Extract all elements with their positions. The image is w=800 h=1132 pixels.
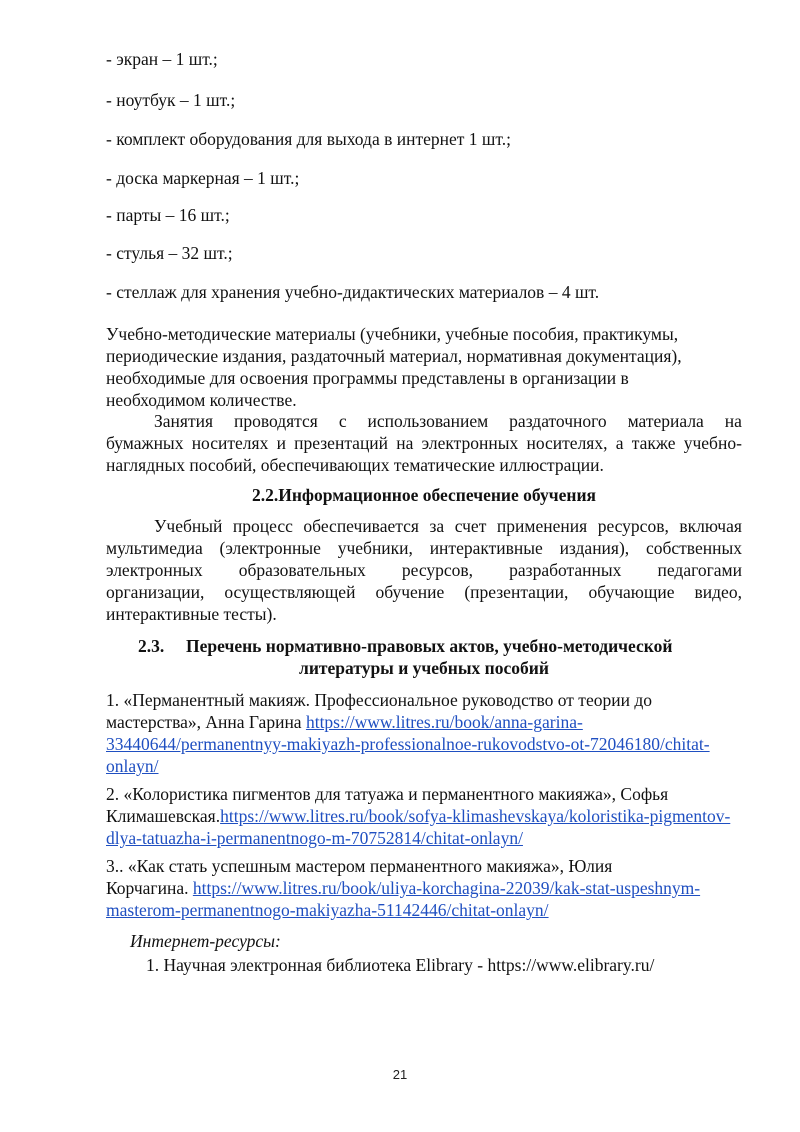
section-2-3-heading: Перечень нормативно-правовых актов, учебно-методической [186,636,673,656]
word: разработанных [509,560,622,580]
word: издания), [559,538,630,558]
word: на [724,411,742,431]
reference-line [106,733,742,755]
reference-title: 3.. «Как стать успешным мастером перманентного макияжа», Юлия [106,856,613,876]
reference-3 [106,855,742,921]
paragraph-line: необходимые для освоения программы представлены в организации в [106,368,629,388]
list-item: - ноутбук – 1 шт.; [106,90,236,110]
section-2-3-number: 2.3. [138,636,165,656]
list-item: - экран – 1 шт.; [106,49,218,69]
paragraph-line [106,515,742,537]
word: учебники, [337,538,413,558]
word: применения [496,516,588,536]
reference-link[interactable]: masterom-permanentnogo-makiyazha-51142446/chitat-onlayn/ [106,900,549,920]
reference-line [106,827,742,849]
word: видео, [694,582,742,602]
word: электронных [421,433,519,453]
reference-line [106,805,742,827]
paragraph-line: необходимом количестве. [106,390,297,410]
page-number: 21 [392,1067,408,1082]
word: и [276,433,286,453]
reference-link[interactable]: onlayn/ [106,756,159,776]
word: включая [679,516,742,536]
paragraph-line: Учебно-методические материалы (учебники, учебные пособия, практикумы, [106,324,679,344]
word: счет [454,516,487,536]
word: носителях, [526,433,608,453]
section-2-3-heading-continued: литературы и учебных пособий [299,658,549,678]
list-item: - доска маркерная – 1 шт.; [106,168,300,188]
internet-resources-heading: Интернет-ресурсы: [130,931,281,951]
paragraph-line [106,581,742,603]
reference-title: 2. «Колористика пигментов для татуажа и перманентного макияжа», Софья [106,784,669,804]
paragraph-line: периодические издания, раздаточный материал, нормативная документация), [106,346,682,366]
list-item: - парты – 16 шт.; [106,205,230,225]
word: электронных [106,560,203,580]
word: (презентации, [464,582,569,602]
paragraph-line [106,432,742,454]
reference-link[interactable]: https://www.litres.ru/book/anna-garina- [305,712,583,732]
reference-author: Корчагина. [106,878,193,898]
paragraph-line: интерактивные тесты). [106,604,277,624]
section-2-2-heading: 2.2.Информационное обеспечение обучения [251,485,597,505]
word: ресурсов, [597,516,669,536]
paragraph-line [106,559,742,581]
word: мультимедиа [106,538,203,558]
paragraph-line: наглядных пособий, обеспечивающих тематические иллюстрации. [106,455,604,475]
reference-link[interactable]: dlya-tatuazha-i-permanentnogo-m-70752814/chitat-onlayn/ [106,828,523,848]
list-item: - комплект оборудования для выхода в интернет 1 шт.; [106,129,511,149]
word: учебно- [683,433,742,453]
reference-line [106,899,742,921]
word: (электронные [219,538,321,558]
word: носителях [191,433,269,453]
paragraph-line [106,537,742,559]
reference-link[interactable]: https://www.litres.ru/book/uliya-korchagina-22039/kak-stat-uspeshnym- [192,878,701,898]
word: образовательных [238,560,366,580]
word: также [631,433,676,453]
word: презентаций [294,433,389,453]
reference-line [106,755,742,777]
list-item: - стулья – 32 шт.; [106,243,233,263]
classes-paragraph [106,410,742,476]
word: за [429,516,445,536]
word: а [615,433,624,453]
word: собственных [645,538,742,558]
word: Учебный [154,516,223,536]
word: обеспечивается [303,516,419,536]
reference-line [106,877,742,899]
methodical-materials-paragraph [106,323,742,411]
word: ресурсов, [401,560,474,580]
internet-resource-item: 1. Научная электронная библиотека Elibrary - https://www.elibrary.ru/ [146,955,655,975]
reference-link[interactable]: 33440644/permanentnyy-makiyazh-professionalnoe-rukovodstvo-ot-72046180/chitat- [106,734,710,754]
word: интерактивные [429,538,543,558]
word: обучение [375,582,445,602]
reference-2 [106,783,742,849]
reference-author: мастерства», Анна Гарина [106,712,306,732]
word: педагогами [657,560,742,580]
word: обучающие [588,582,675,602]
word: Занятия [154,411,214,431]
word: бумажных [106,433,184,453]
paragraph-line [106,410,742,432]
word: проводятся [233,411,318,431]
section-2-2-paragraph [106,515,742,625]
word: материала [627,411,704,431]
word: с [338,411,347,431]
reference-line [106,711,742,733]
reference-1 [106,689,742,777]
word: раздаточного [509,411,607,431]
reference-link[interactable]: https://www.litres.ru/book/sofya-klimashevskaya/koloristika-pigmentov- [220,806,731,826]
reference-author: Климашевская. [106,806,221,826]
word: процесс [232,516,293,536]
word: на [396,433,414,453]
word: использованием [367,411,489,431]
word: осуществляющей [224,582,356,602]
list-item: - стеллаж для хранения учебно-дидактических материалов – 4 шт. [106,282,600,302]
word: организации, [106,582,205,602]
reference-title: 1. «Перманентный макияж. Профессиональное руководство от теории до [106,690,652,710]
